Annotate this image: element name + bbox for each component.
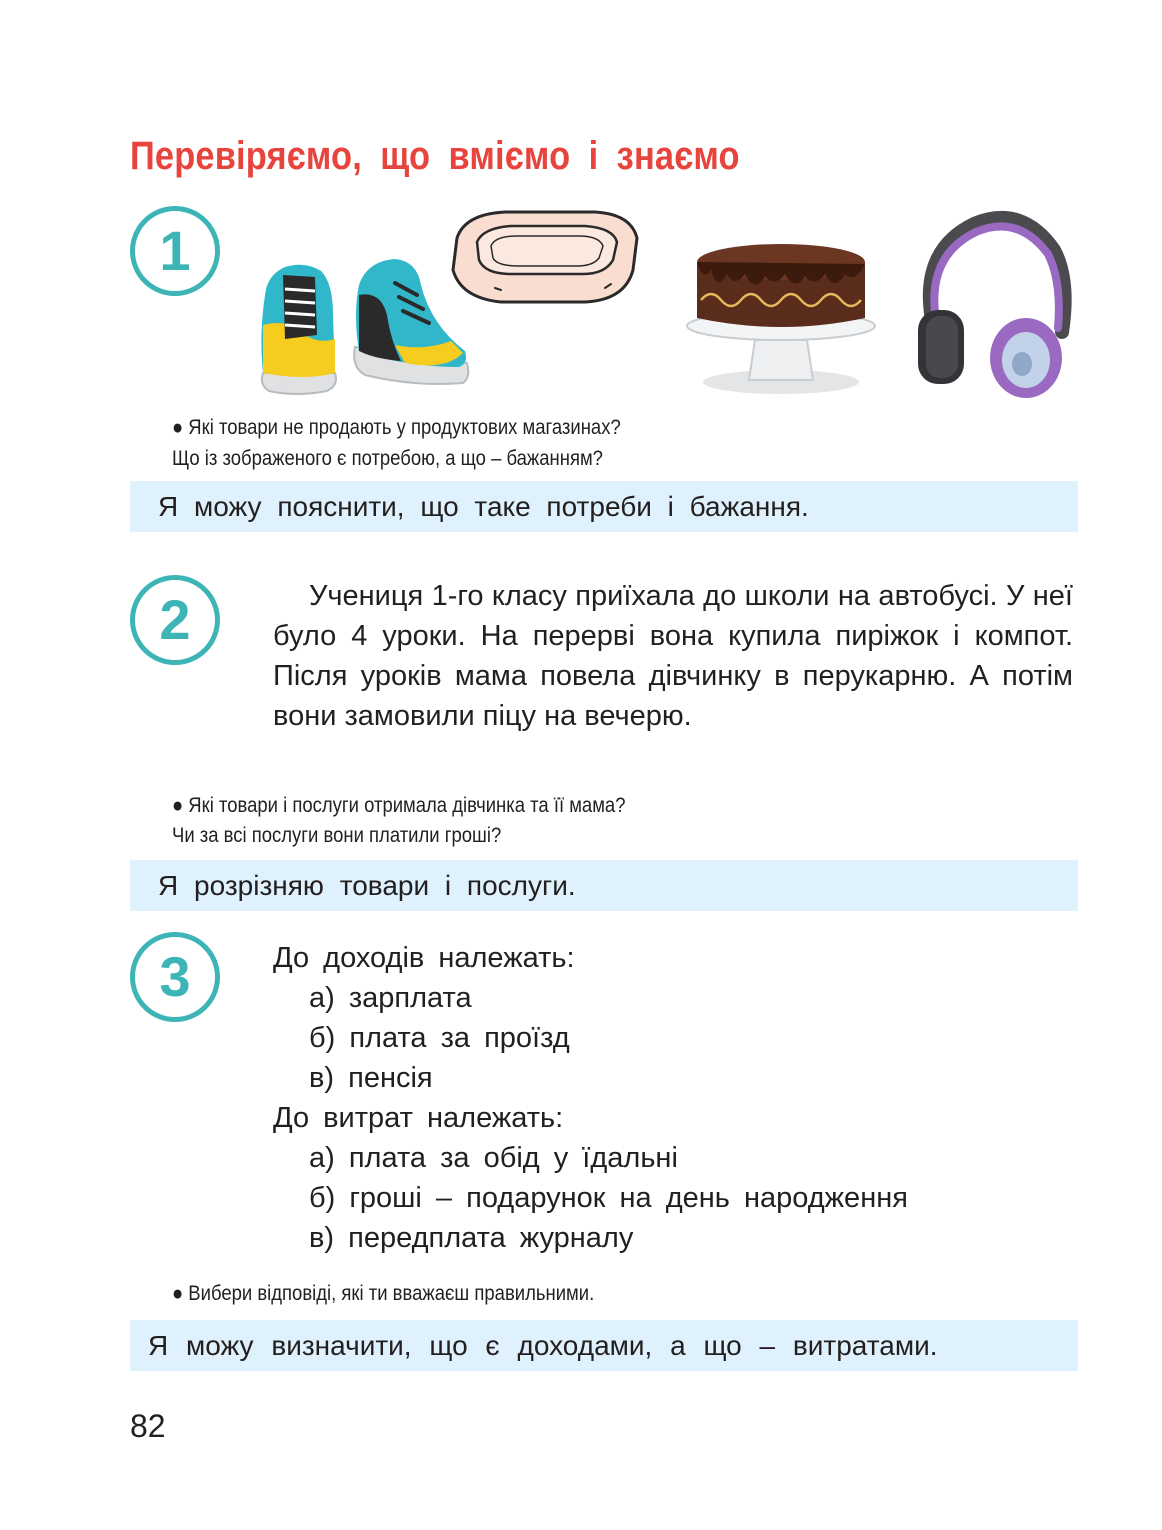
task-3-list (273, 938, 908, 1258)
task-1-question-2: Що із зображеного є потребою, а що – бажанням? (172, 447, 603, 470)
task-2-story-text: Учениця 1-го класу приїхала до школи на автобусі. У неї було 4 уроки. На перерві вона купила пиріжок і компот. Після уроків мама повела дівчинку в перукарню. А потім вони замовили піцу на вечерю. (273, 580, 1073, 732)
income-option-c: в) пенсія (309, 1062, 433, 1094)
task-number-1: 1 (130, 206, 220, 296)
page-number: 82 (130, 1408, 166, 1444)
task-3-skill-band: Я можу визначити, що є доходами, а що – витратами. (130, 1320, 1078, 1371)
task-1-question-1: ● Які товари не продають у продуктових магазинах? (172, 416, 621, 439)
expense-option-b: б) гроші – подарунок на день народження (309, 1182, 908, 1214)
chocolate-cake-image (683, 222, 879, 394)
expense-heading: До витрат належать: (273, 1102, 564, 1134)
lunch-box-image (445, 208, 645, 306)
task-1-skill-band: Я можу пояснити, що таке потреби і бажання. (130, 481, 1078, 532)
task-2-story (273, 576, 1073, 736)
income-option-b: б) плата за проїзд (309, 1022, 570, 1054)
expense-option-a: а) плата за обід у їдальні (309, 1142, 678, 1174)
page-title: Перевіряємо, що вміємо і знаємо (130, 134, 740, 178)
task-number-3: 3 (130, 932, 220, 1022)
task-number-2: 2 (130, 575, 220, 665)
headphones-image (912, 210, 1072, 402)
task-2-question-2: Чи за всі послуги вони платили гроші? (172, 824, 502, 847)
expense-option-c: в) передплата журналу (309, 1222, 634, 1254)
task-3-question-1: ● Вибери відповіді, які ти вважаєш правильними. (172, 1282, 595, 1305)
income-option-a: а) зарплата (309, 982, 472, 1014)
task-2-skill-band: Я розрізняю товари і послуги. (130, 860, 1078, 911)
task-2-question-1: ● Які товари і послуги отримала дівчинка та її мама? (172, 794, 626, 817)
income-heading: До доходів належать: (273, 942, 575, 974)
sneakers-image (255, 255, 475, 400)
